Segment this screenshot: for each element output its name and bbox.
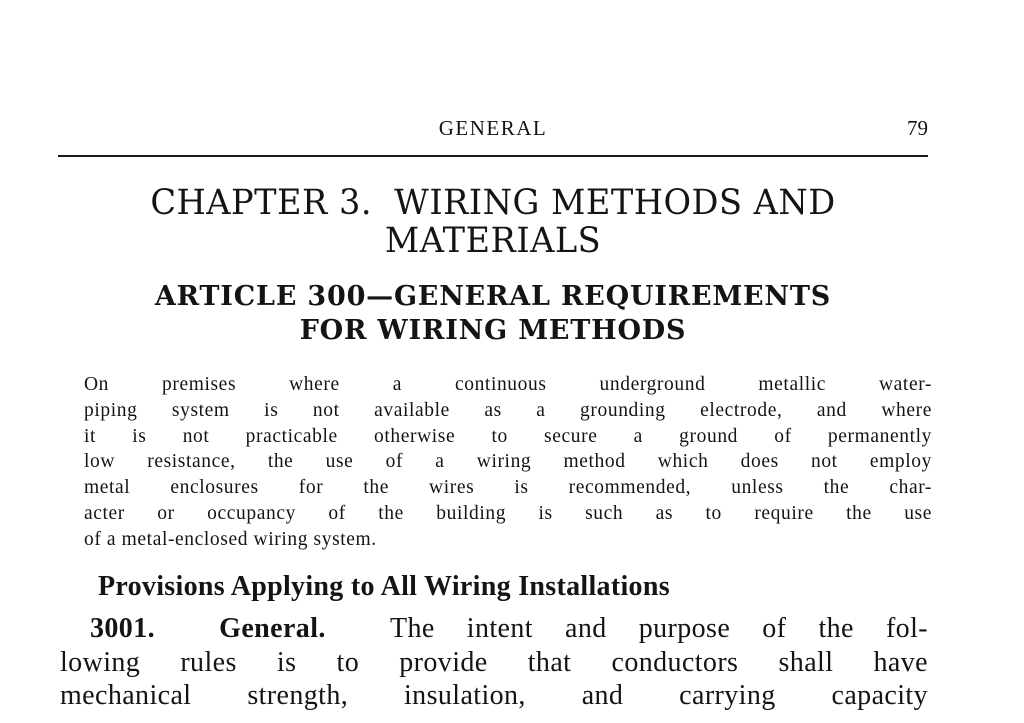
paragraph-line: lowing rules is to provide that conductors shall have xyxy=(60,646,928,678)
section-text: The intent and purpose of the fol- xyxy=(389,613,928,644)
section-name: General. xyxy=(219,613,326,644)
paragraph-line: metal enclosures for the wires is recommended, unless the char- xyxy=(84,477,932,499)
page-number: 79 xyxy=(907,116,928,140)
chapter-title-line-1: CHAPTER 3. WIRING METHODS AND xyxy=(150,183,836,223)
paragraph-line: acter or occupancy of the building is such as to require the use xyxy=(84,502,932,524)
section-first-line xyxy=(60,612,928,646)
section-number: 3001. xyxy=(90,613,155,644)
paragraph-line: of a metal-enclosed wiring system. xyxy=(84,528,377,550)
paragraph-line: mechanical strength, insulation, and carrying capacity xyxy=(60,680,928,711)
header-rule xyxy=(58,155,928,157)
article-title-line-1: ARTICLE 300—GENERAL REQUIREMENTS xyxy=(154,281,832,312)
chapter-title xyxy=(75,184,910,260)
running-head xyxy=(58,116,928,142)
paragraph-line: piping system is not available as a grounding electrode, and where xyxy=(84,399,932,421)
section-heading: Provisions Applying to All Wiring Installations xyxy=(98,571,670,602)
running-head-title: GENERAL xyxy=(438,116,548,140)
section-3001 xyxy=(60,612,928,713)
paragraph-line: low resistance, the use of a wiring method which does not employ xyxy=(84,451,932,473)
article-title xyxy=(58,280,928,348)
paragraph-line: On premises where a continuous underground metallic water- xyxy=(84,374,932,395)
article-title-line-2: FOR WIRING METHODS xyxy=(299,315,687,346)
paragraph-line: it is not practicable otherwise to secure a ground of permanently xyxy=(84,425,932,447)
intro-paragraph xyxy=(84,372,932,553)
chapter-title-line-2: MATERIALS xyxy=(384,221,602,261)
